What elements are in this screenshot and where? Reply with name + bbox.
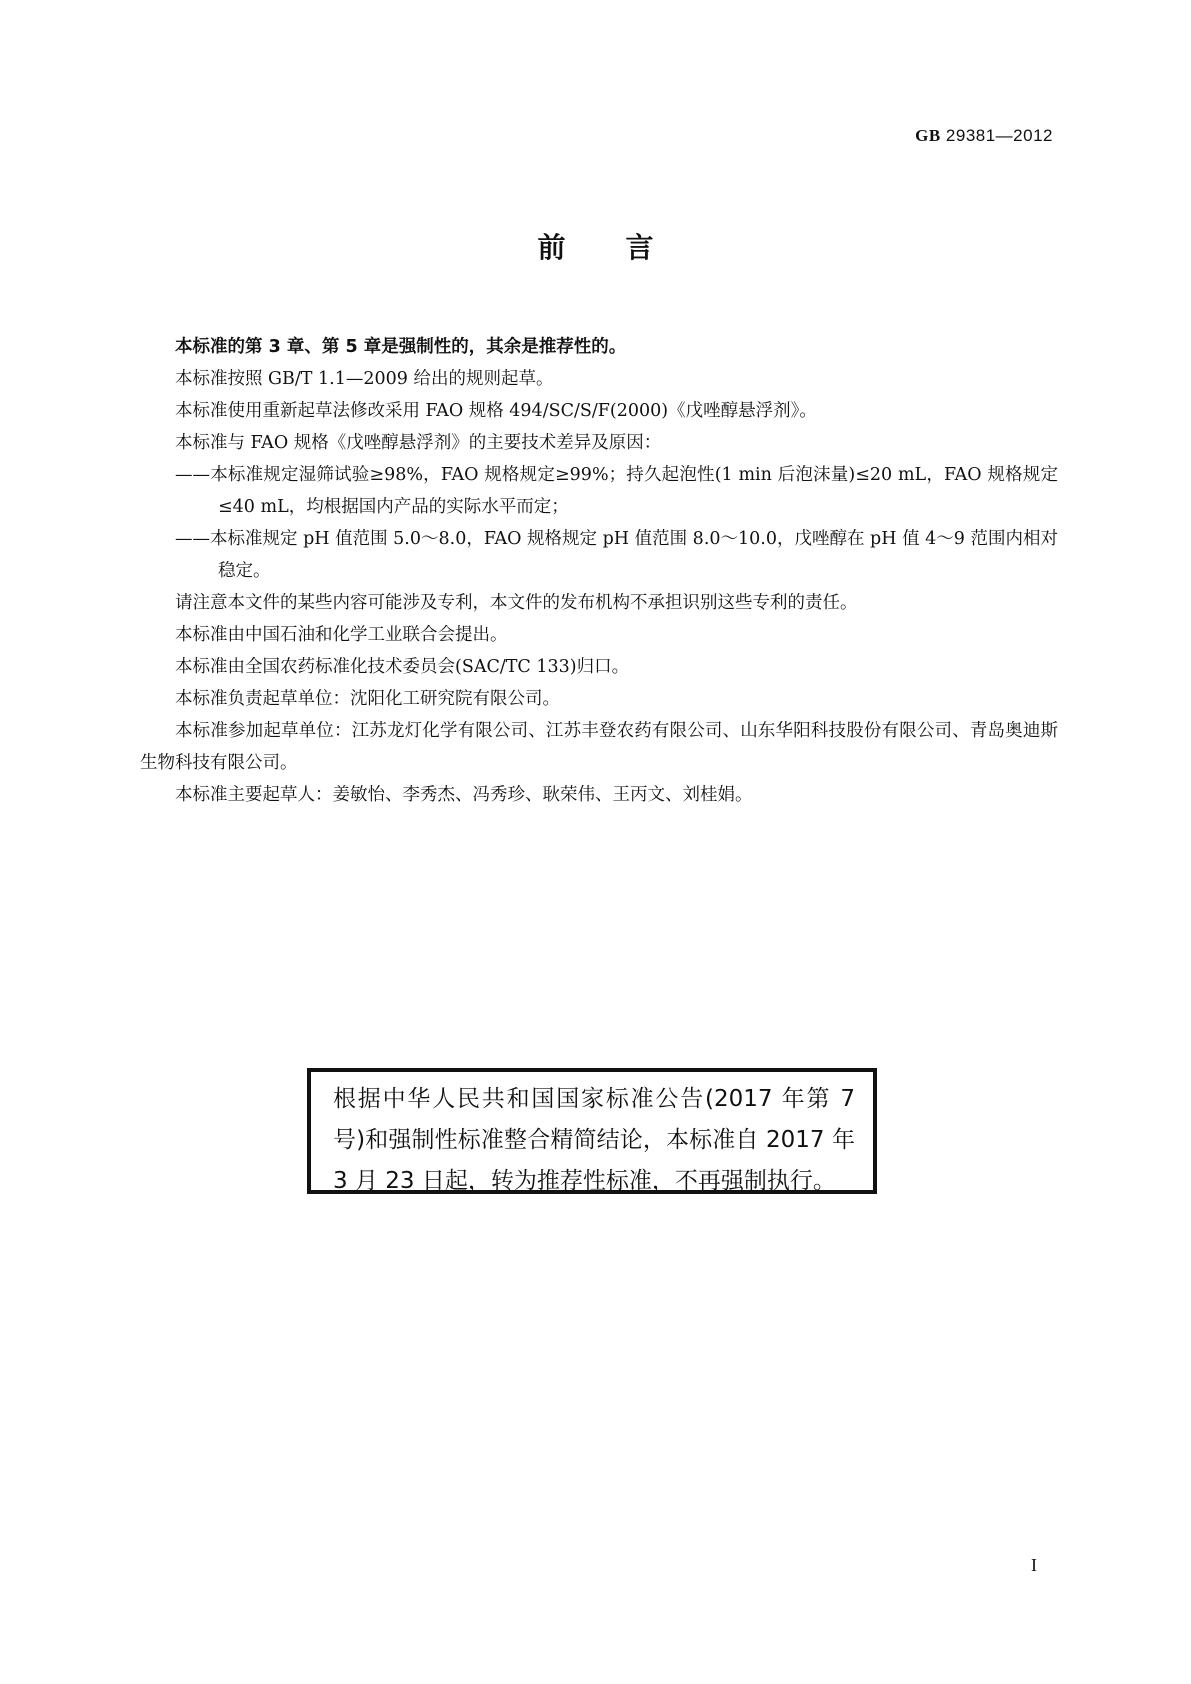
conversion-notice-box: 根据中华人民共和国国家标准公告(2017 年第 7 号)和强制性标准整合精简结论，本标准自 2017 年 3 月 23 日起，转为推荐性标准，不再强制执行。: [307, 1068, 877, 1194]
difference-item-1: ——本标准规定湿筛试验≥98%，FAO 规格规定≥99%；持久起泡性(1 min 后泡沫量)≤20 mL，FAO 规格规定≤40 mL，均根据国内产品的实际水平而定；: [175, 465, 1058, 517]
standard-code: [915, 126, 1053, 146]
paragraph-proposed-by: 本标准由中国石油和化学工业联合会提出。: [175, 625, 508, 645]
paragraph-participating-drafters: 本标准参加起草单位：江苏龙灯化学有限公司、江苏丰登农药有限公司、山东华阳科技股份有限公司、青岛奥迪斯生物科技有限公司。: [140, 721, 1058, 773]
page-title: 前言: [537, 231, 714, 264]
paragraph-lead-drafter: 本标准负责起草单位：沈阳化工研究院有限公司。: [175, 689, 560, 709]
standard-prefix: GB: [915, 126, 941, 145]
paragraph-differences-intro: 本标准与 FAO 规格《戊唑醇悬浮剂》的主要技术差异及原因：: [175, 433, 662, 453]
paragraph-mandatory: 本标准的第 3 章、第 5 章是强制性的，其余是推荐性的。: [175, 337, 627, 357]
paragraph-patent-notice: 请注意本文件的某些内容可能涉及专利，本文件的发布机构不承担识别这些专利的责任。: [175, 593, 858, 613]
paragraph-drafting-rules: 本标准按照 GB/T 1.1—2009 给出的规则起草。: [175, 369, 554, 389]
paragraph-centralized-by: 本标准由全国农药标准化技术委员会(SAC/TC 133)归口。: [175, 657, 630, 677]
foreword-body: [140, 331, 1058, 811]
paragraph-main-drafters: 本标准主要起草人：姜敏怡、李秀杰、冯秀珍、耿荣伟、王丙文、刘桂娟。: [175, 785, 753, 805]
paragraph-adoption: 本标准使用重新起草法修改采用 FAO 规格 494/SC/S/F(2000)《戊唑醇悬浮剂》。: [175, 401, 817, 421]
difference-item-2: ——本标准规定 pH 值范围 5.0～8.0，FAO 规格规定 pH 值范围 8.0～10.0，戊唑醇在 pH 值 4～9 范围内相对稳定。: [175, 529, 1058, 581]
standard-number: 29381—2012: [945, 126, 1053, 145]
page-number: I: [1031, 1555, 1037, 1575]
